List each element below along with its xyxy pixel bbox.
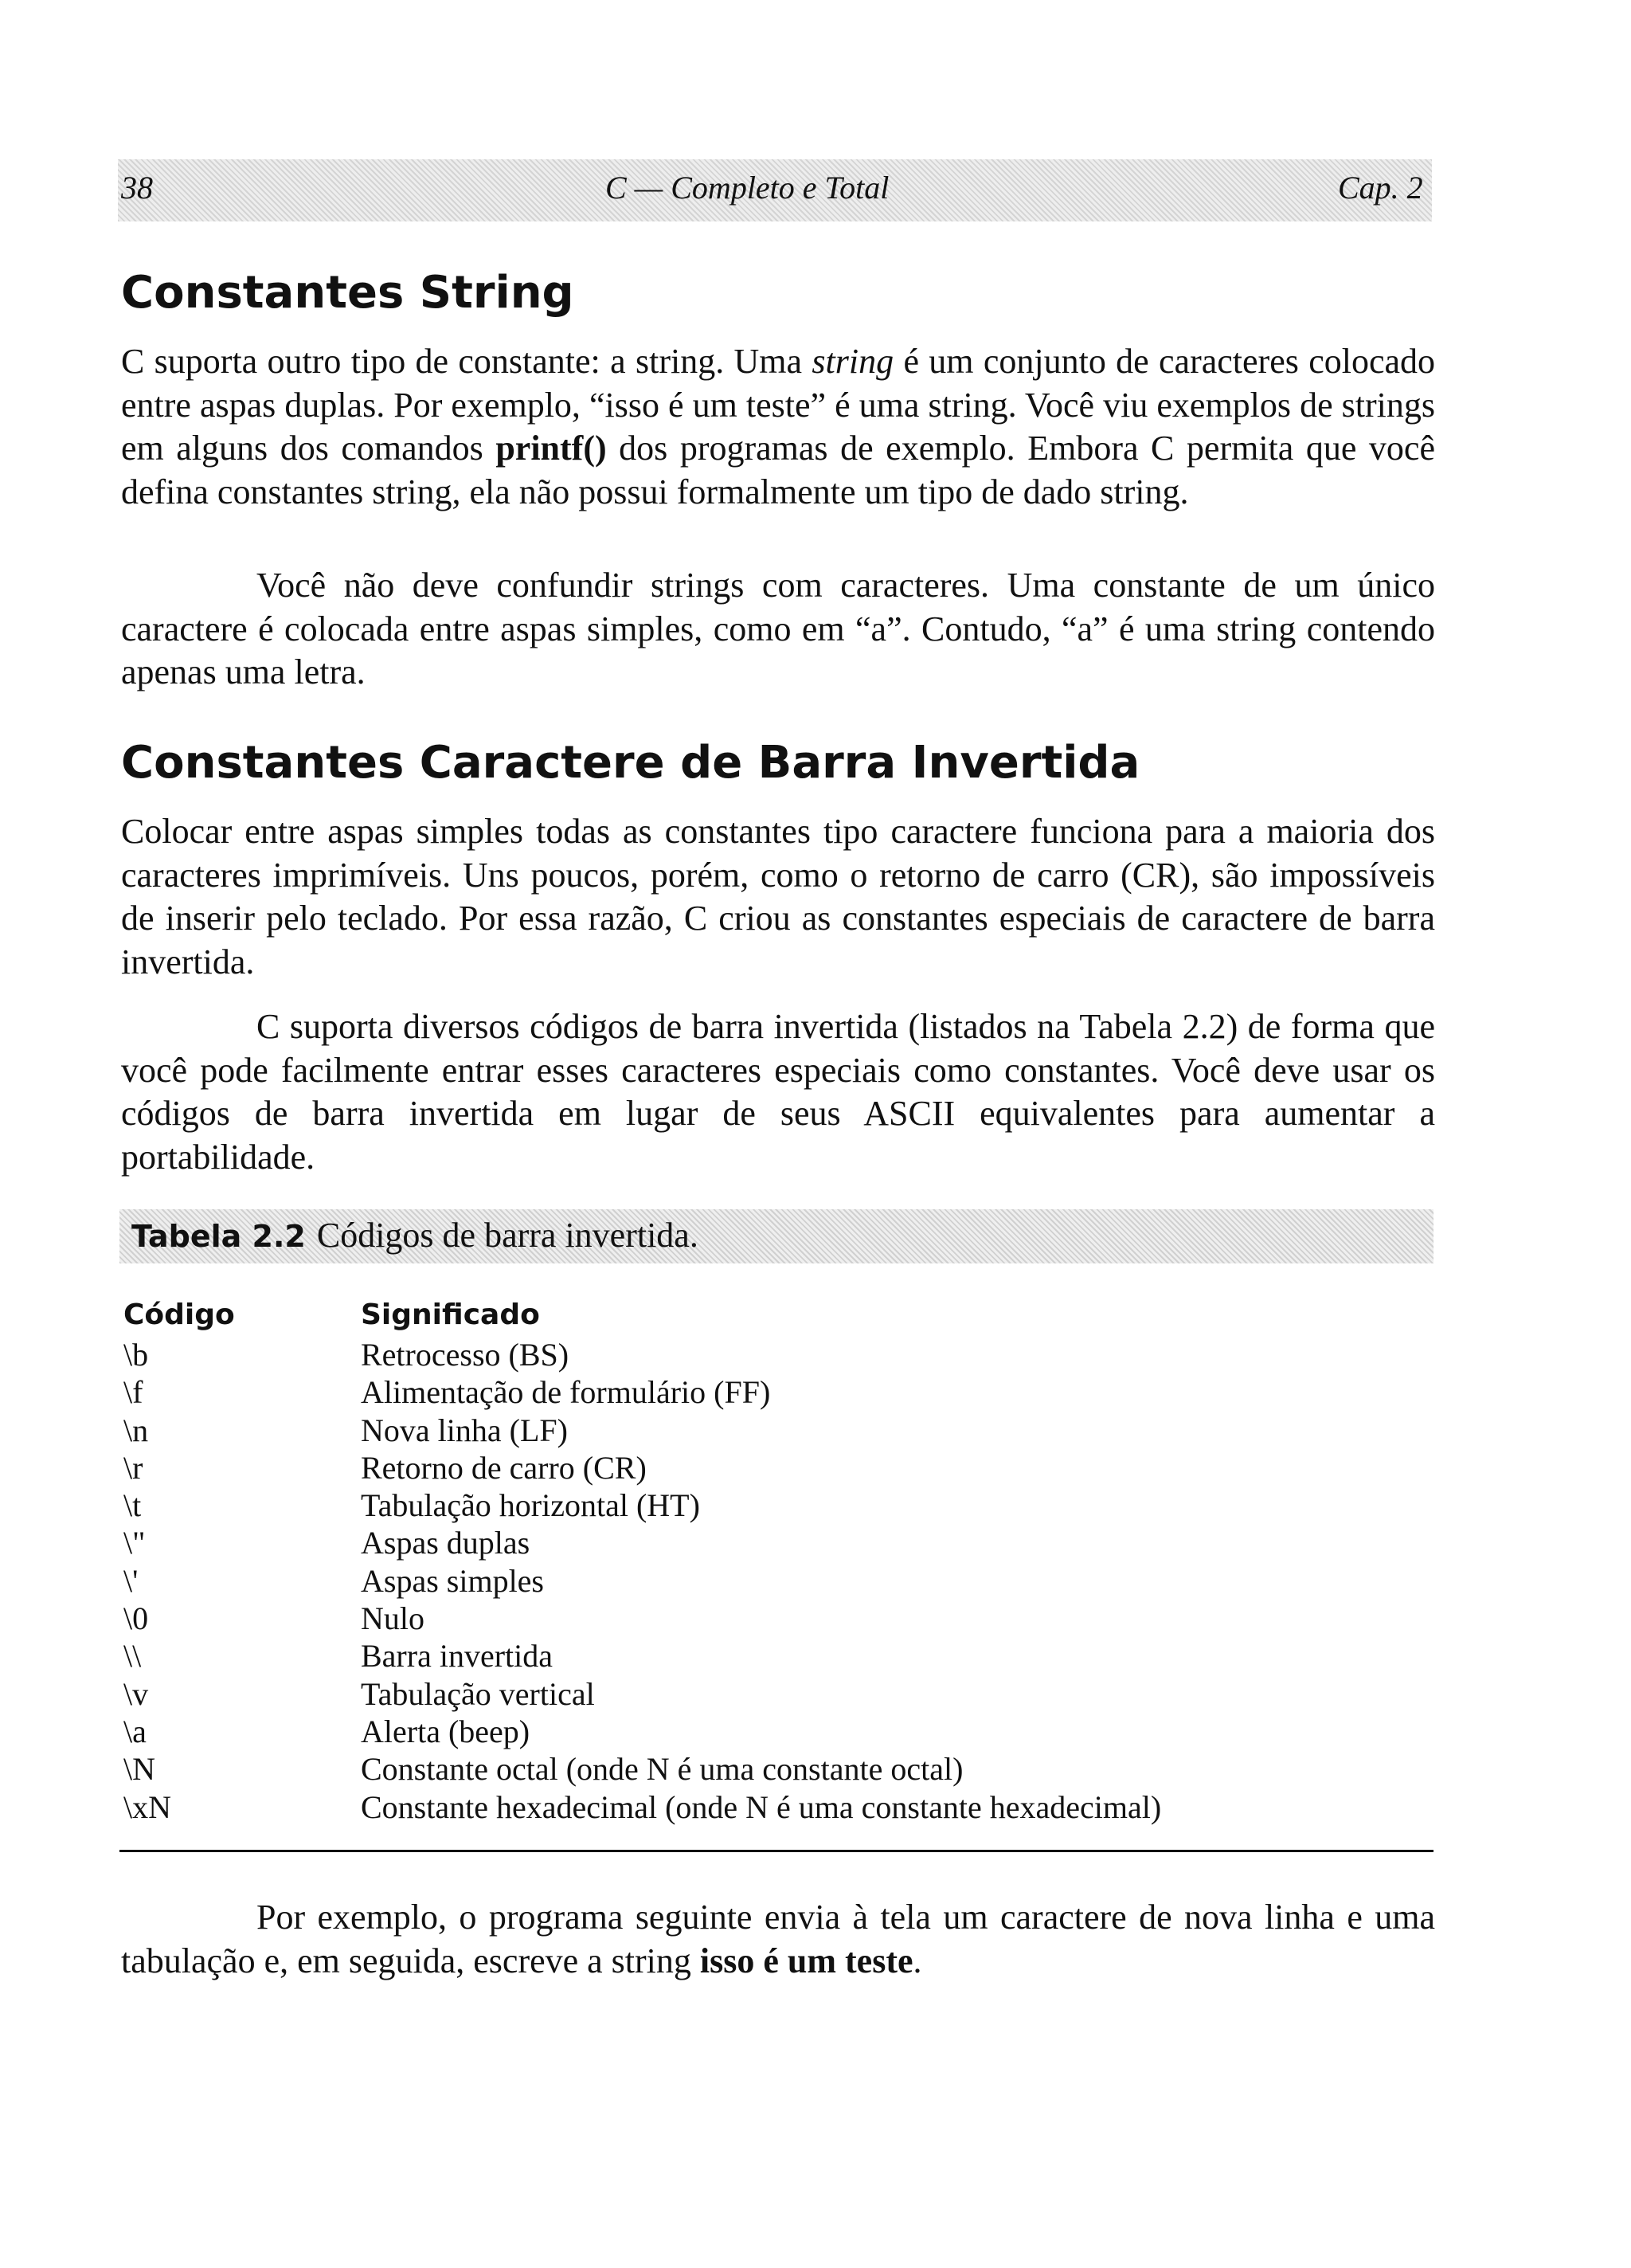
- section-heading-string-constants: Constantes String: [121, 267, 574, 319]
- table-row: [123, 1562, 1430, 1600]
- table-row: [123, 1675, 1430, 1713]
- code-cell: \b: [123, 1337, 149, 1373]
- table-row: [123, 1750, 1430, 1788]
- meaning-cell: Nulo: [361, 1600, 424, 1637]
- code-cell: \': [123, 1562, 139, 1599]
- table-bottom-rule: [119, 1850, 1433, 1852]
- meaning-cell: Retorno de carro (CR): [361, 1449, 647, 1486]
- paragraph-backslash-intro: Colocar entre aspas simples todas as constantes tipo caractere funciona para a maioria dos caracteres imprimíveis. Uns poucos, porém, como o retorno de carro (CR), são impossíveis de inserir pelo teclado. Por essa razão, C criou as constantes especiais de caractere de barra invertida.: [121, 812, 1435, 981]
- code-cell: \0: [123, 1600, 149, 1637]
- meaning-cell: Aspas simples: [361, 1562, 544, 1599]
- code-cell: \f: [123, 1374, 143, 1411]
- table-caption: [131, 1215, 698, 1255]
- meaning-cell: Barra invertida: [361, 1638, 553, 1675]
- meaning-cell: Constante octal (onde N é uma constante octal): [361, 1751, 964, 1788]
- table-row: [123, 1412, 1430, 1449]
- text-run: dos programas de exemplo. Embora C permita que você defina constantes string, ela não possui formalmente um tipo de dado string.: [121, 429, 1435, 511]
- meaning-cell: Aspas duplas: [361, 1525, 530, 1561]
- code-cell: \\: [123, 1638, 142, 1675]
- meaning-cell: Tabulação horizontal (HT): [361, 1487, 700, 1524]
- table-row: [123, 1449, 1430, 1487]
- code-cell: \": [123, 1525, 146, 1561]
- text-run: é um conjunto de caracteres colocado entre aspas duplas. Por exemplo, “isso é um teste” é uma string. Você viu exemplos de strings em alguns dos comandos: [121, 342, 1436, 468]
- emphasis-term: string: [812, 342, 894, 381]
- meaning-cell: Constante hexadecimal (onde N é uma constante hexadecimal): [361, 1788, 1162, 1825]
- code-cell: \t: [123, 1487, 142, 1524]
- column-header-code: Código: [123, 1299, 235, 1331]
- code-cell: \r: [123, 1449, 143, 1486]
- paragraph-strings-vs-chars: Você não deve confundir strings com caracteres. Uma constante de um único caractere é colocada entre aspas simples, como em “a”. Contudo, “a” é uma string contendo apenas uma letra.: [121, 566, 1435, 691]
- text-run: .: [913, 1941, 922, 1980]
- code-cell: \N: [123, 1751, 155, 1788]
- meaning-cell: Retrocesso (BS): [361, 1337, 569, 1373]
- text-run: Por exemplo, o programa seguinte envia à tela um caractere de nova linha e uma tabulação e, em seguida, escreve a string: [121, 1898, 1435, 1980]
- table-label: Tabela 2.2: [131, 1219, 306, 1254]
- page-number: 38: [121, 170, 153, 206]
- paragraph-closing-example: [121, 1896, 1435, 1983]
- table-row: [123, 1713, 1430, 1750]
- meaning-cell: Nova linha (LF): [361, 1412, 568, 1448]
- backslash-codes-table: [123, 1295, 1430, 1826]
- bold-string: isso é um teste: [699, 1941, 913, 1980]
- table-row: [123, 1336, 1430, 1373]
- meaning-cell: Alimentação de formulário (FF): [361, 1374, 771, 1411]
- book-title: C — Completo e Total: [605, 170, 890, 206]
- table-row: [123, 1373, 1430, 1411]
- table-caption-text: Códigos de barra invertida.: [316, 1216, 698, 1255]
- table-row: [123, 1487, 1430, 1524]
- chapter-label: Cap. 2: [1338, 170, 1423, 206]
- function-name: printf(): [495, 429, 607, 468]
- code-cell: \n: [123, 1412, 149, 1448]
- code-cell: \xN: [123, 1788, 171, 1825]
- meaning-cell: Alerta (beep): [361, 1713, 530, 1749]
- paragraph-string-intro: [121, 340, 1435, 514]
- table-row: [123, 1524, 1430, 1561]
- table-row: [123, 1637, 1430, 1675]
- paragraph-backslash-codes: C suporta diversos códigos de barra invertida (listados na Tabela 2.2) de forma que você pode facilmente entrar esses caracteres especiais como constantes. Você deve usar os códigos de barra invertida em lugar de seus ASCII equivalentes para aumentar a portabilidade.: [121, 1007, 1435, 1177]
- code-cell: \v: [123, 1675, 149, 1712]
- section-heading-backslash-constants: Constantes Caractere de Barra Invertida: [121, 737, 1140, 789]
- table-row: [123, 1600, 1430, 1637]
- text-run: C suporta outro tipo de constante: a string. Uma: [121, 342, 812, 381]
- table-row: [123, 1788, 1430, 1826]
- table-header-row: [123, 1295, 1430, 1336]
- column-header-meaning: Significado: [361, 1299, 540, 1331]
- meaning-cell: Tabulação vertical: [361, 1675, 595, 1712]
- code-cell: \a: [123, 1713, 147, 1749]
